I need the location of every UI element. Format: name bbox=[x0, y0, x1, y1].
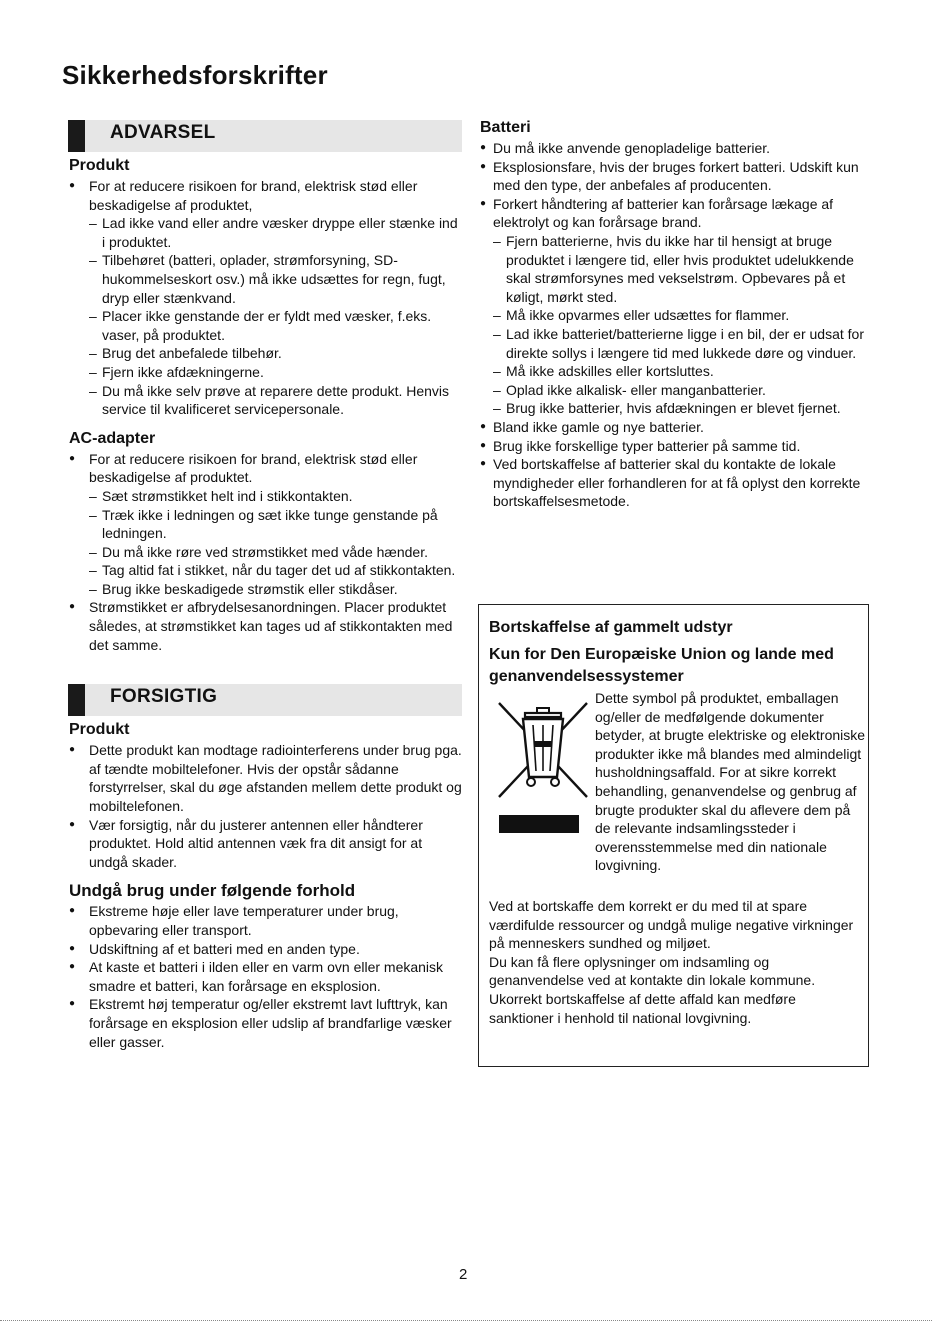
undga-list bbox=[62, 902, 462, 1051]
list-item: – Fjern ikke afdækningerne. bbox=[89, 363, 462, 382]
list-item: – Du må ikke røre ved strømstikket med våde hænder. bbox=[89, 543, 462, 562]
list-item: – Må ikke opvarmes eller udsættes for flammer. bbox=[493, 306, 870, 325]
list-item: ● For at reducere risikoen for brand, elektrisk stød eller beskadigelse af produktet, – Lad ikke vand eller andre væsker dryppe eller stænke ind i produktet. – Tilbehøret (batteri, oplader, strømforsyning, SD-hukommelseskort osv.) må ikke udsættes for regn, fugt, dryp eller stænkvand. – Placer ikke genstande der er fyldt med væsker, f.eks. vaser, på produktet. – Brug det anbefalede tilbehør. – Fjern ikke afdækningerne. – Du må ikke selv prøve at reparere dette produkt. Henvis service til kvalificeret servicepersonale. bbox=[69, 177, 462, 419]
list-item: ● Du må ikke anvende genopladelige batterier. bbox=[480, 139, 870, 158]
left-column bbox=[62, 120, 462, 1051]
list-item: ● Eksplosionsfare, hvis der bruges forkert batteri. Udskift kun med den type, der anbefales af producenten. bbox=[480, 158, 870, 195]
list-item: – Fjern batterierne, hvis du ikke har til hensigt at bruge produktet i længere tid, eller hvis produktet udelukkende skal strømforsynes med vekselstrøm. Opbevares på et køligt, mørkt sted. bbox=[493, 232, 870, 306]
ac-adapter-list bbox=[62, 450, 462, 655]
list-item: – Tilbehøret (batteri, oplader, strømforsyning, SD-hukommelseskort osv.) må ikke udsættes for regn, fugt, dryp eller stænkvand. bbox=[89, 251, 462, 307]
list-item: ● Udskiftning af et batteri med en anden type. bbox=[69, 940, 462, 959]
forsigtig-produkt-list bbox=[62, 741, 462, 871]
forsigtig-label: FORSIGTIG bbox=[110, 686, 218, 708]
list-item: ● Ved bortskaffelse af batterier skal du kontakte de lokale myndigheder eller forhandleren for at få oplyst den korrekte bortskaffelsesmetode. bbox=[480, 455, 870, 511]
batteri-list bbox=[478, 139, 870, 511]
produkt-heading-2: Produkt bbox=[69, 721, 130, 739]
list-item: ● Strømstikket er afbrydelsesanordningen. Placer produktet således, at strømstikket kan tages ud af stikkontakten med det samme. bbox=[69, 598, 462, 654]
list-item: – Træk ikke i ledningen og sæt ikke tunge genstande på ledningen. bbox=[89, 506, 462, 543]
list-item: – Tag altid fat i stikket, når du tager det ud af stikkontakten. bbox=[89, 561, 462, 580]
banner-bar bbox=[68, 684, 85, 716]
list-item: ● Bland ikke gamle og nye batterier. bbox=[480, 418, 870, 437]
disposal-title: Bortskaffelse af gammelt udstyr bbox=[489, 619, 733, 636]
disposal-body bbox=[489, 897, 864, 1027]
list-item: – Lad ikke vand eller andre væsker dryppe eller stænke ind i produktet. bbox=[89, 214, 462, 251]
list-item: – Placer ikke genstande der er fyldt med væsker, f.eks. vaser, på produktet. bbox=[89, 307, 462, 344]
produkt-heading: Produkt bbox=[69, 157, 130, 174]
batteri-heading: Batteri bbox=[480, 119, 531, 136]
list-item: – Må ikke adskilles eller kortsluttes. bbox=[493, 362, 870, 381]
symbol-description: Dette symbol på produktet, emballagen og/eller de medfølgende dokumenter betyder, at brugte elektriske og elektroniske produkter ikke må blandes med almindeligt husholdningsaffald. For at sikre korrekt behandling, genanvendelse og genbrug af brugte produkter skal du aflevere dem på de relevante indsamlingssteder i overensstemmelse med din nationale lovgivning. bbox=[595, 690, 866, 874]
list-item: ● For at reducere risikoen for brand, elektrisk stød eller beskadigelse af produktet. – Sæt strømstikket helt ind i stikkontakten. – Træk ikke i ledningen og sæt ikke tunge genstande på ledningen. – Du må ikke røre ved strømstikket med våde hænder. – Tag altid fat i stikket, når du tager det ud af stikkontakten. – Brug ikke beskadigede strømstik eller stikdåser. bbox=[69, 450, 462, 599]
list-item: ● Forkert håndtering af batterier kan forårsage lækage af elektrolyt og kan forårsage brand. – Fjern batterierne, hvis du ikke har til hensigt at bruge produktet i længere tid, eller hvis produktet udelukkende skal strømforsynes med vekselstrøm. Opbevares på et køligt, mørkt sted. – Må ikke opvarmes eller udsættes for flammer. – Lad ikke batteriet/batterierne ligge i en bil, der er udsat for direkte sollys i længere tid med lukkede døre og vinduer. – Må ikke adskilles eller kortsluttes. – Oplad ikke alkalisk- eller manganbatterier. – Brug ikke batterier, hvis afdækningen er blevet fjernet. bbox=[480, 195, 870, 418]
list-item: – Du må ikke selv prøve at reparere dette produkt. Henvis service til kvalificeret servicepersonale. bbox=[89, 382, 462, 419]
list-item: – Brug ikke beskadigede strømstik eller stikdåser. bbox=[89, 580, 462, 599]
advarsel-label: ADVARSEL bbox=[110, 122, 216, 143]
list-item: – Brug ikke batterier, hvis afdækningen er blevet fjernet. bbox=[493, 399, 870, 418]
advarsel-banner bbox=[68, 120, 462, 152]
ac-adapter-heading: AC-adapter bbox=[69, 429, 156, 447]
list-item: – Sæt strømstikket helt ind i stikkontakten. bbox=[89, 487, 462, 506]
produkt-list bbox=[62, 177, 462, 419]
list-item: ● Brug ikke forskellige typer batterier på samme tid. bbox=[480, 437, 870, 456]
list-item: ● Ekstreme høje eller lave temperaturer under brug, opbevaring eller transport. bbox=[69, 902, 462, 939]
forsigtig-banner bbox=[68, 684, 462, 716]
page-title: Sikkerhedsforskrifter bbox=[62, 60, 328, 90]
disposal-subtitle: Kun for Den Europæiske Union og lande med genanvendelsessystemer bbox=[489, 646, 834, 685]
list-item: – Oplad ikke alkalisk- eller manganbatterier. bbox=[493, 381, 870, 400]
right-column bbox=[478, 118, 870, 511]
list-item: ● Vær forsigtig, når du justerer antennen eller håndterer produktet. Hold altid antennen væk fra dit ansigt for at undgå skader. bbox=[69, 816, 462, 872]
divider bbox=[0, 1320, 932, 1321]
undga-heading: Undgå brug under følgende forhold bbox=[69, 881, 356, 901]
body-paragraph: Ukorrekt bortskaffelse af dette affald kan medføre sanktioner i henhold til national lovgivning. bbox=[489, 990, 796, 1026]
list-item: ● Ekstremt høj temperatur og/eller ekstremt lavt lufttryk, kan forårsage en eksplosion eller udslip af brandfarlige væsker eller gasser. bbox=[69, 995, 462, 1051]
list-item: ● At kaste et batteri i ilden eller en varm ovn eller mekanisk smadre et batteri, kan forårsage en eksplosion. bbox=[69, 958, 462, 995]
page-number: 2 bbox=[459, 1266, 468, 1283]
banner-bar bbox=[68, 120, 85, 152]
list-item: ● Dette produkt kan modtage radiointerferens under brug pga. af tændte mobiltelefoner. Hvis der opstår sådanne forstyrrelser, skal du øge afstanden mellem dette produkt og mobiltelefonen. bbox=[69, 741, 462, 815]
list-item: – Lad ikke batteriet/batterierne ligge i en bil, der er udsat for direkte sollys i længere tid med lukkede døre og vinduer. bbox=[493, 325, 870, 362]
list-item: – Brug det anbefalede tilbehør. bbox=[89, 344, 462, 363]
crossed-bin-icon bbox=[493, 693, 593, 838]
body-paragraph: Ved at bortskaffe dem korrekt er du med til at spare værdifulde ressourcer og undgå mulige negative virkninger på menneskers sundhed og miljøet. bbox=[489, 898, 854, 952]
body-paragraph: Du kan få flere oplysninger om indsamling og genanvendelse ved at kontakte din lokale kommune. bbox=[489, 953, 816, 989]
disposal-box bbox=[478, 604, 869, 1067]
